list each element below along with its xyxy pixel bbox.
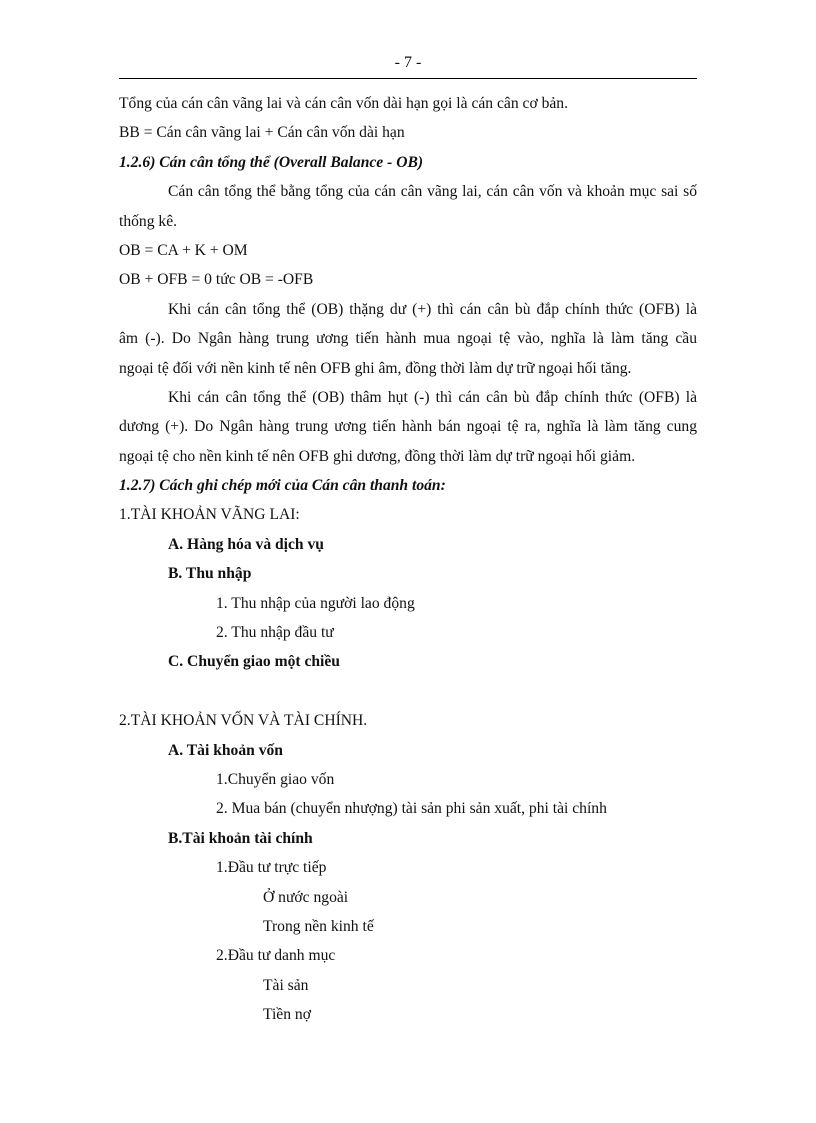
- formula-line: OB = CA + K + OM: [119, 241, 248, 259]
- paragraph-line: dương (+). Do Ngân hàng trung ương tiến hành bán ngoại tệ ra, nghĩa là làm tăng cung: [119, 418, 697, 436]
- outline-subitem: 1. Thu nhập của người lao động: [216, 594, 415, 612]
- outline-item: A. Tài khoản vốn: [168, 741, 283, 759]
- outline-subsubitem: Tiền nợ: [263, 1006, 311, 1024]
- page-number: - 7 -: [394, 54, 422, 71]
- paragraph-line: âm (-). Do Ngân hàng trung ương tiến hành mua ngoại tệ vào, nghĩa là làm tăng cầu: [119, 330, 697, 348]
- document-body: [119, 89, 697, 1030]
- outline-item: A. Hàng hóa và dịch vụ: [168, 535, 324, 553]
- outline-heading: 1.TÀI KHOẢN VÃNG LAI:: [119, 506, 300, 524]
- section-heading: 1.2.6) Cán cân tổng thể (Overall Balance - OB): [119, 153, 424, 171]
- spacer: [119, 677, 697, 706]
- paragraph-line: Khi cán cân tổng thể (OB) thặng dư (+) thì cán cân bù đắp chính thức (OFB) là: [168, 300, 697, 318]
- paragraph-line: Khi cán cân tổng thể (OB) thâm hụt (-) thì cán cân bù đắp chính thức (OFB) là: [168, 388, 697, 406]
- outline-subitem: 1.Đầu tư trực tiếp: [216, 859, 327, 877]
- outline-heading: 2.TÀI KHOẢN VỐN VÀ TÀI CHÍNH.: [119, 712, 368, 730]
- outline-subsubitem: Tài sản: [263, 976, 309, 994]
- outline-item: B.Tài khoản tài chính: [168, 829, 313, 847]
- formula-line: OB + OFB = 0 tức OB = -OFB: [119, 271, 314, 289]
- paragraph-line: ngoại tệ đối với nền kinh tế nên OFB ghi âm, đồng thời làm dự trữ ngoại hối tăng.: [119, 359, 632, 377]
- paragraph-line: thống kê.: [119, 212, 178, 230]
- section-heading: 1.2.7) Cách ghi chép mới của Cán cân thanh toán:: [119, 477, 446, 495]
- header-rule: [119, 78, 697, 79]
- paragraph-line: Tổng của cán cân vãng lai và cán cân vốn dài hạn gọi là cán cân cơ bản.: [119, 95, 568, 112]
- outline-subsubitem: Ở nước ngoài: [263, 888, 349, 906]
- paragraph-line: Cán cân tổng thể bằng tổng của cán cân vãng lai, cán cân vốn và khoản mục sai số: [168, 183, 697, 201]
- formula-line: BB = Cán cân vãng lai + Cán cân vốn dài hạn: [119, 124, 405, 142]
- outline-subitem: 2. Thu nhập đầu tư: [216, 624, 334, 642]
- outline-item: C. Chuyển giao một chiều: [168, 653, 340, 671]
- outline-item: B. Thu nhập: [168, 565, 252, 583]
- outline-subitem: 1.Chuyển giao vốn: [216, 770, 335, 788]
- paragraph-line: ngoại tệ cho nền kinh tế nên OFB ghi dương, đồng thời làm dự trữ ngoại hối giảm.: [119, 447, 636, 465]
- outline-subsubitem: Trong nền kinh tế: [263, 917, 374, 935]
- outline-subitem: 2.Đầu tư danh mục: [216, 947, 336, 965]
- outline-subitem: 2. Mua bán (chuyển nhượng) tài sản phi sản xuất, phi tài chính: [216, 800, 607, 818]
